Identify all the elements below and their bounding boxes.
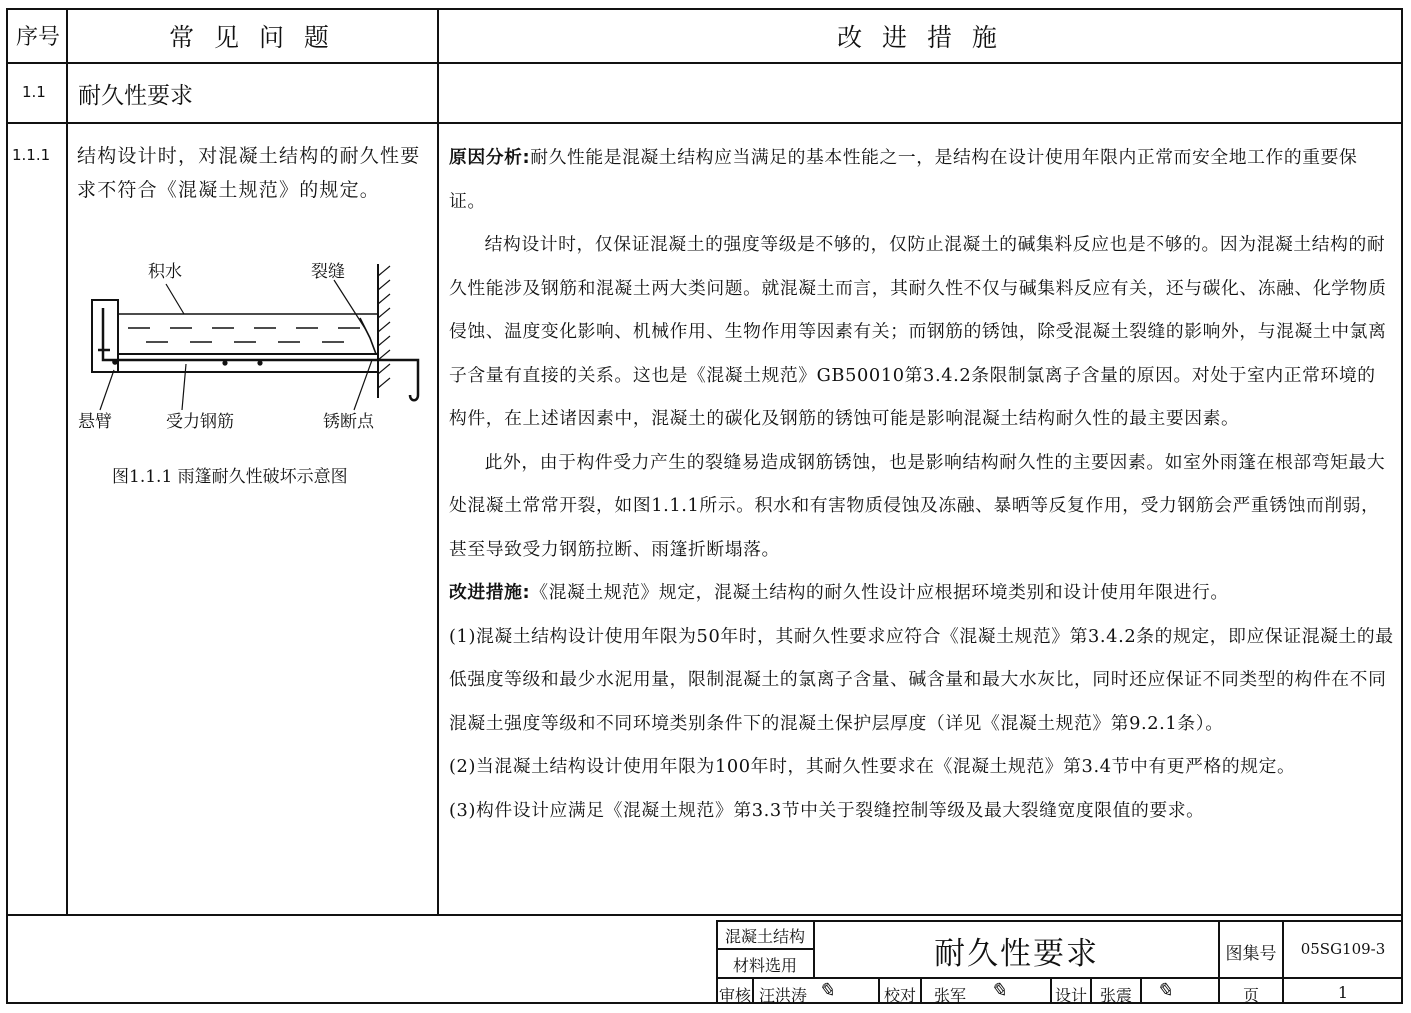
section-title: 耐久性要求 xyxy=(78,83,193,109)
measure-item-3: (3)构件设计应满足《混凝土规范》第3.3节中关于裂缝控制等级及最大裂缝宽度限值的要求。 xyxy=(449,799,1205,821)
wall-hatch xyxy=(378,266,390,388)
reviewer-name: 汪洪涛 xyxy=(758,986,807,1005)
design-label: 设计 xyxy=(1054,986,1087,1005)
figure-caption: 图1.1.1 雨篷耐久性破坏示意图 xyxy=(112,467,348,487)
checker-name: 张军 xyxy=(933,986,966,1005)
leader-lines xyxy=(100,280,372,410)
drawing-title: 耐久性要求 xyxy=(934,936,1099,972)
problem-text xyxy=(77,139,420,207)
measure-label: 改进措施: xyxy=(449,582,531,603)
measure-text xyxy=(449,136,1394,832)
analysis-paragraph xyxy=(449,136,1394,223)
reviewer-signature: ✎ xyxy=(818,978,835,1002)
grid-line xyxy=(6,914,1403,916)
figure-label-cantilever: 悬臂 xyxy=(78,412,112,432)
grid-line xyxy=(66,8,68,915)
figure-label-rust: 锈断点 xyxy=(323,412,374,432)
designer-name: 张震 xyxy=(1099,986,1132,1005)
designer-signature: ✎ xyxy=(1156,978,1173,1002)
problem-line: 求不符合《混凝土规范》的规定。 xyxy=(77,179,381,201)
header-problem: 常 见 问 题 xyxy=(169,23,335,52)
review-label: 审核 xyxy=(718,986,751,1005)
rebar-dot xyxy=(222,360,227,365)
measure-intro-paragraph xyxy=(449,571,1394,615)
header-index: 序号 xyxy=(15,25,60,50)
atlas-label: 图集号 xyxy=(1225,944,1277,964)
canopy-figure xyxy=(70,250,430,440)
grid-line xyxy=(437,8,439,915)
analysis-text: 耐久性能是混凝土结构应当满足的基本性能之一，是结构在设计使用年限内正常而安全地工作的重要保证。 xyxy=(449,147,1358,212)
figure-label-crack: 裂缝 xyxy=(311,262,345,282)
rebar-dot xyxy=(112,359,118,365)
item-number: 1.1.1 xyxy=(12,146,51,164)
page-label: 页 xyxy=(1242,986,1259,1005)
page-number: 1 xyxy=(1337,983,1349,1002)
figure-label-water: 积水 xyxy=(148,262,182,282)
section-number: 1.1 xyxy=(22,83,46,101)
analysis-label: 原因分析: xyxy=(449,147,531,168)
rebar-dot xyxy=(257,360,262,365)
measure-item-2: (2)当混凝土结构设计使用年限为100年时，其耐久性要求在《混凝土规范》第3.4节中有更严格的规定。 xyxy=(449,756,1296,777)
checker-signature: ✎ xyxy=(990,978,1007,1002)
figure-label-rebar: 受力钢筋 xyxy=(166,412,234,432)
grid-line xyxy=(6,62,1403,64)
category-line-1: 混凝土结构 xyxy=(724,927,805,946)
measure-intro: 《混凝土规范》规定，混凝土结构的耐久性设计应根据环境类别和设计使用年限进行。 xyxy=(530,582,1229,603)
water-dashes xyxy=(128,328,360,342)
analysis-paragraph-3: 此外，由于构件受力产生的裂缝易造成钢筋锈蚀，也是影响结构耐久性的主要因素。如室外雨篷在根部弯矩最大处混凝土常常开裂，如图1.1.1所示。积水和有害物质侵蚀及冻融、暴晒等反复作用，受力钢筋会严重锈蚀而削弱，甚至导致受力钢筋拉断、雨篷折断塌落。 xyxy=(449,451,1386,560)
analysis-paragraph-2: 结构设计时，仅保证混凝土的强度等级是不够的，仅防止混凝土的碱集料反应也是不够的。因为混凝土结构的耐久性能涉及钢筋和混凝土两大类问题。就混凝土而言，其耐久性不仅与碱集料反应有关，还与碳化、冻融、化学物质侵蚀、温度变化影响、机械作用、生物作用等因素有关；而钢筋的锈蚀，除受混凝土裂缝的影响外，与混凝土中氯离子含量有直接的关系。这也是《混凝土规范》GB50010第3.4.2条限制氯离子含量的原因。对处于室内正常环境的构件，在上述诸因素中，混凝土的碳化及钢筋的锈蚀可能是影响混凝土结构耐久性的最主要因素。 xyxy=(449,234,1387,429)
measure-item-1: (1)混凝土结构设计使用年限为50年时，其耐久性要求应符合《混凝土规范》第3.4.2条的规定，即应保证混凝土的最低强度等级和最少水泥用量，限制混凝土的氯离子含量、碱含量和最大水灰比，同时还应保证不同类型的构件在不同混凝土强度等级和不同环境类别条件下的混凝土保护层厚度（详见《混凝土规范》第9.2.1条）。 xyxy=(449,625,1394,734)
problem-line: 结构设计时，对混凝土结构的耐久性要 xyxy=(77,145,421,167)
header-measure: 改 进 措 施 xyxy=(837,23,1003,52)
atlas-number: 05SG109-3 xyxy=(1300,940,1386,958)
check-label: 校对 xyxy=(883,986,916,1005)
grid-line xyxy=(6,122,1403,124)
category-line-2: 材料选用 xyxy=(732,956,797,975)
